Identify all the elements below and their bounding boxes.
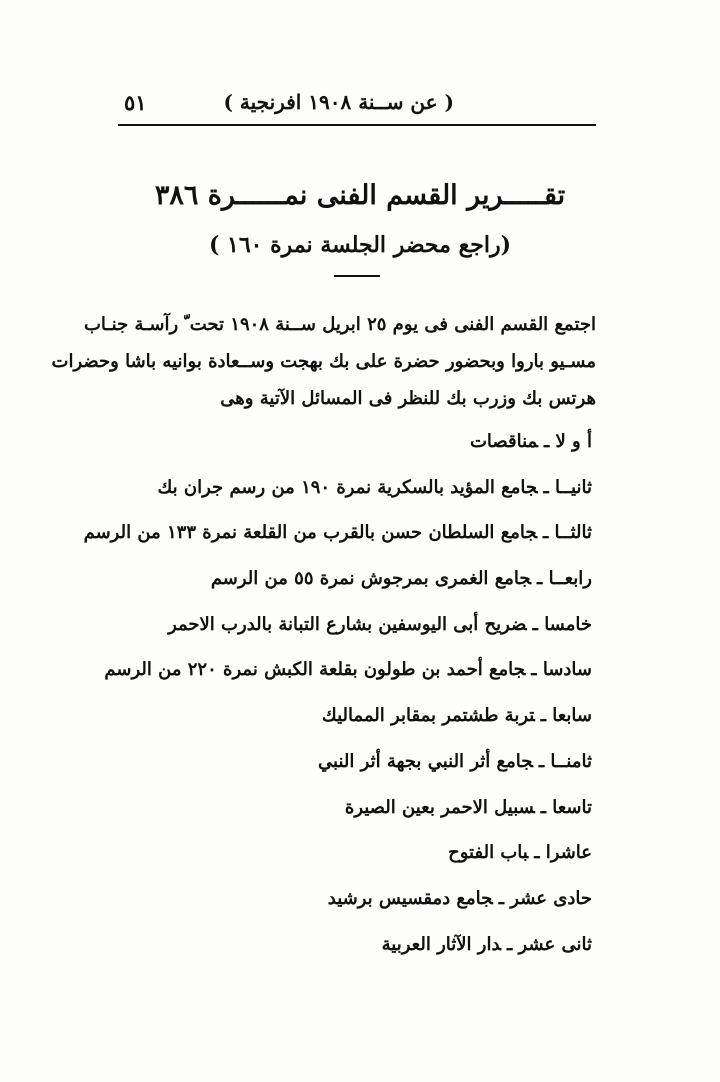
agenda-item-ordinal: أ و لا ـ — [543, 431, 592, 452]
title-divider — [334, 275, 380, 277]
report-subtitle: (راجع محضر الجلسة نمرة ١٦٠ ) — [208, 232, 512, 258]
agenda-item-text: جامع الغمرى بمرجوش نمرة ٥٥ من الرسم — [210, 568, 532, 590]
agenda-item-ordinal: رابعــا ـ — [537, 568, 592, 590]
agenda-item — [122, 470, 592, 516]
intro-line: مسـيو باروا وبحضور حضرة على بك بهجت وســعادة بوانيه باشا وحضرات — [51, 351, 596, 372]
agenda-item — [122, 561, 592, 607]
report-title: تقـــــرير القسم الفنى نمــــــرة ٣٨٦ — [154, 180, 566, 211]
agenda-item-ordinal: حادى عشر ـ — [498, 887, 592, 909]
agenda-item-text: سبيل الاحمر بعين الصيرة — [344, 796, 535, 818]
running-header — [118, 88, 596, 126]
agenda-item-text: دار الآثار العربية — [381, 933, 501, 955]
agenda-item-ordinal: ثامنــا ـ — [538, 750, 592, 772]
agenda-item — [122, 424, 592, 470]
agenda-item-ordinal: ثالثــا ـ — [543, 522, 592, 544]
agenda-item — [122, 835, 592, 881]
page-number: ٥١ — [124, 90, 147, 115]
agenda-item-ordinal: عاشرا ـ — [534, 842, 592, 864]
agenda-list — [83, 424, 592, 972]
intro-paragraph — [51, 306, 596, 417]
agenda-item-text: جامع أحمد بن طولون بقلعة الكبش نمرة ٢٢٠ من الرسم — [104, 659, 526, 681]
agenda-item — [122, 927, 592, 973]
intro-line: اجتمع القسم الفنى فى يوم ٢٥ ابريل ســنة ١٩٠٨ تحت ّ رآسـة جنـاب — [83, 314, 596, 335]
agenda-item-ordinal: تاسعا ـ — [540, 796, 592, 818]
agenda-item — [122, 790, 592, 836]
agenda-item — [122, 698, 592, 744]
agenda-item-text: باب الفتوح — [448, 842, 529, 864]
agenda-item-text: جامع أثر النبي بجهة أثر النبي — [318, 750, 533, 772]
agenda-item-ordinal: سابعا ـ — [540, 705, 592, 727]
agenda-item-ordinal: خامسا ـ — [532, 613, 592, 635]
agenda-item-text: جامع المؤيد بالسكرية نمرة ١٩٠ من رسم جران بك — [157, 476, 538, 498]
agenda-item — [122, 881, 592, 927]
agenda-item — [122, 744, 592, 790]
agenda-item-ordinal: ثانى عشر ـ — [506, 933, 592, 955]
agenda-item-text: جامع السلطان حسن بالقرب من القلعة نمرة ١٣٣ من الرسم — [83, 522, 538, 544]
intro-line: هرتس بك وزرب بك للنظر فى المسائل الآتية وهى — [220, 388, 596, 409]
agenda-item-text: ضريح أبى اليوسفين بشارع التبانة بالدرب الاحمر — [168, 613, 527, 635]
running-header-title: ( عن ســنة ١٩٠٨ افرنجية ) — [223, 90, 454, 114]
agenda-item — [83, 515, 592, 561]
agenda-item-text: جامع دمقسيس برشيد — [327, 887, 493, 909]
agenda-item — [104, 652, 592, 698]
agenda-item — [122, 607, 592, 653]
agenda-item-text: تربة طشتمر بمقابر المماليك — [321, 705, 535, 727]
agenda-item-ordinal: ثانيــا ـ — [543, 476, 592, 498]
agenda-item-ordinal: سادسا ـ — [531, 659, 592, 681]
agenda-item-text: مناقصات — [469, 431, 538, 452]
